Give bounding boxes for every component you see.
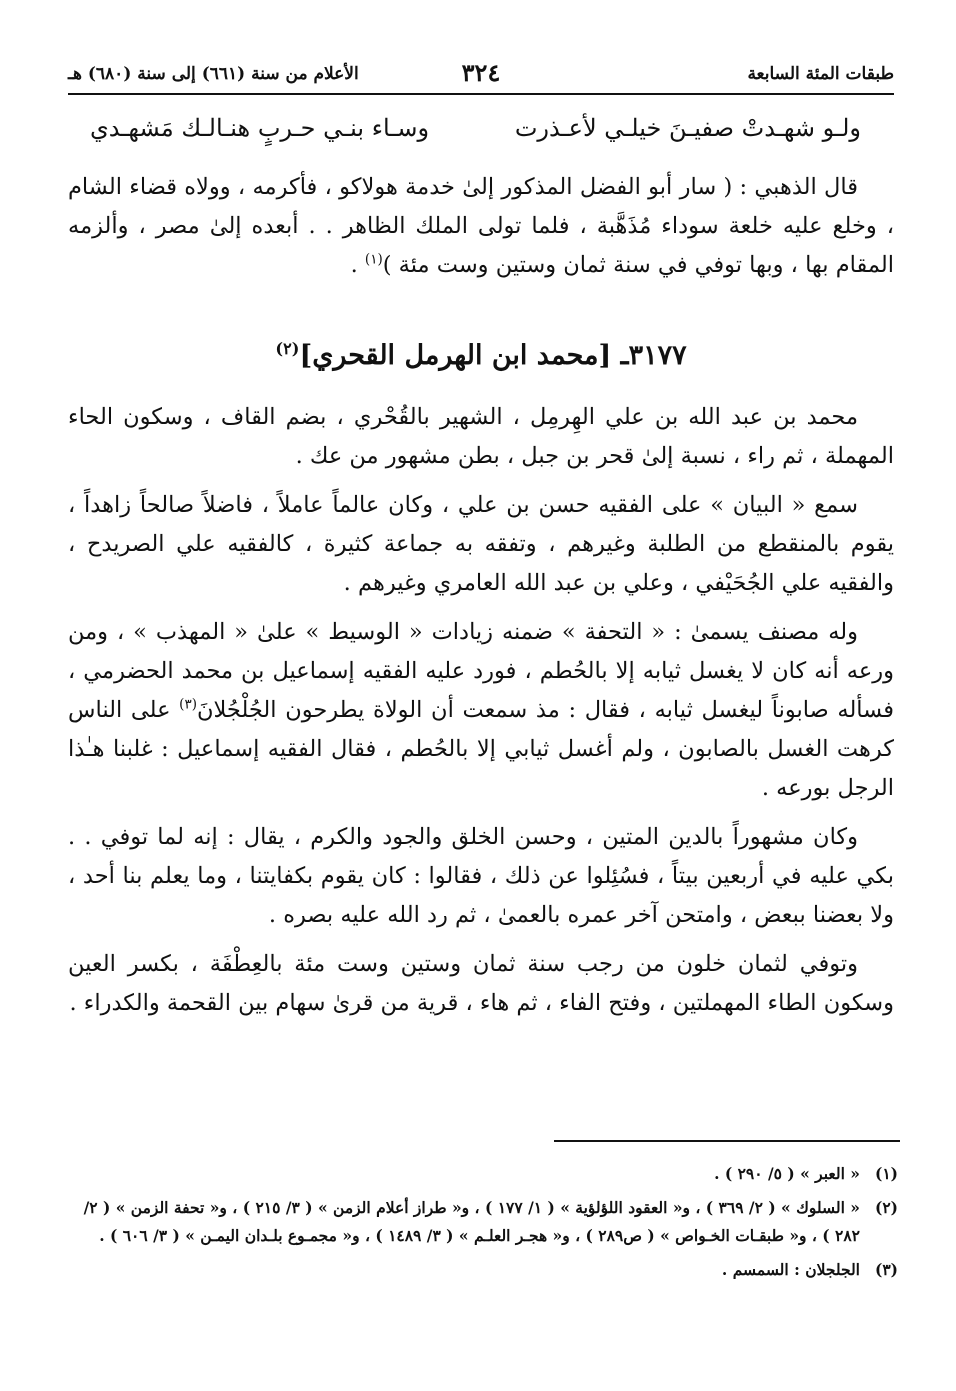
footnote-text: « السلوك » ( ٢/ ٣٦٩ ) ، و« العقود اللؤلؤية » ( ١/ ١٧٧ ) ، و« طراز أعلام الزمن » ( ٣/ ٢١٥ ) ، و« تحفة الزمن » ( ٢/ ٢٨٢ ) ، و« طبقـات الخـواص » ( ص٢٨٩ ) ، و« هجـر العلـم » ( ٣/ ١٤٨٩ ) ، و« مجمـوع بلـدان اليمـن » ( ٣/ ٦٠٦ ) . [83,1198,860,1245]
entry-heading: ٣١٧٧ـ [محمد ابن الهرمل القحري]$^{(٢)}$ [275,339,687,371]
footnote-number: (٢) [874,1198,898,1217]
verse-second-hemistich: وسـاء بنـي حـربٍ هنـالـك مَشهـدي [90,114,430,142]
header-divider [68,93,894,95]
header-book-section: طبقات المئة السابعة [747,64,894,84]
footnote-text: الجلجلان : السمسم . [721,1260,860,1279]
paragraph-piety: وله مصنف يسمىٰ : « التحفة » ضمنه زيادات « الوسيط » علىٰ « المهذب » ، ومن ورعه أنه كان لا يغسل ثيابه إلا بالحُطم ، فورد عليه الفقيه إسماعيل بن محمد الحضرمي ، فسأله صابوناً ليغسل ثيابه ، فقال : مذ سمعت أن الولاة يطرحون الجُلْجُلانَ$^{(٣)}$ على الناس كرهت الغسل بالصابون ، ولم أغسل ثيابي إلا بالحُطم ، فقال الفقيه إسماعيل : غلبنا هـٰذا الرجل بورعه . [68,619,894,801]
dhahabi-quote-block [68,168,894,295]
paragraph-death: وتوفي لثمان خلون من رجب سنة ثمان وستين وست مئة بالعِطْفَة ، بكسر العين وسكون الطاء المهملتين ، وفتح الفاء ، ثم هاء ، قرية من قرىٰ سهام بين القحمة والكدراء . [68,951,894,1016]
paragraph-lineage: محمد بن عبد الله بن علي الهِرمِل ، الشهير بالقُحْري ، بضم القاف ، وسكون الحاء المهملة ، ثم راء ، نسبة إلىٰ قحر بن جبل ، بطن مشهور من عك . [68,404,894,469]
footnote-item [68,1160,898,1188]
footnotes [68,1160,898,1290]
footnote-item [68,1194,898,1250]
paragraph-virtues: وكان مشهوراً بالدين المتين ، وحسن الخلق والجود والكرم ، يقال : إنه لما توفي . . بكي عليه في أربعين بيتاً ، فسُئِلوا عن ذلك ، فقالوا : كان يقوم بكفايتنا ، وما يعلم بنا أحد ، ولا بعضنا ببعض ، وامتحن آخر عمره بالعمىٰ ، ثم رد الله عليه بصره . [68,824,894,928]
paragraph-teachers: سمع « البيان » على الفقيه حسن بن علي ، وكان عالماً عاملاً ، فاضلاً صالحاً زاهداً ، يقوم بالمنقطع من الطلبة وغيرهم ، وتفقه به جماعة كثيرة ، كالفقيه علي الصريدح ، والفقيه علي الجُحَيْفي ، وعلي بن عبد الله العامري وغيرهم . [68,492,894,596]
running-header [68,60,894,90]
footnote-ref: (٢) [275,339,300,358]
poetry-verse [90,114,861,158]
footnote-divider [554,1140,900,1142]
footnote-text: « العبر » ( ٥/ ٢٩٠ ) . [714,1164,860,1183]
footnote-item [68,1256,898,1284]
footnote-number: (٣) [874,1260,898,1279]
header-year-range: الأعلام من سنة (٦٦١) إلى سنة (٦٨٠) هـ [68,64,359,84]
footnote-ref: (٣) [179,696,197,713]
footnote-ref: (١) [364,251,383,268]
page-number: ٣٢٤ [461,58,501,87]
biography-body [68,398,894,1033]
verse-first-hemistich: ولـو شهـدتْ صفيـنَ خيلـي لأعـذرت [514,114,861,142]
footnote-number: (١) [874,1164,898,1183]
paragraph-dhahabi-quote: قال الذهبي : ( سار أبو الفضل المذكور إلىٰ خدمة هولاكو ، فأكرمه ، وولاه قضاء الشام ، وخلع عليه خلعة سوداء مُذَهَّبة ، فلما تولى الملك الظاهر . . أبعده إلىٰ مصر ، وألزمه المقام بها ، وبها توفي في سنة ثمان وستين وست مئة )$^{(١)}$ . [68,174,894,278]
